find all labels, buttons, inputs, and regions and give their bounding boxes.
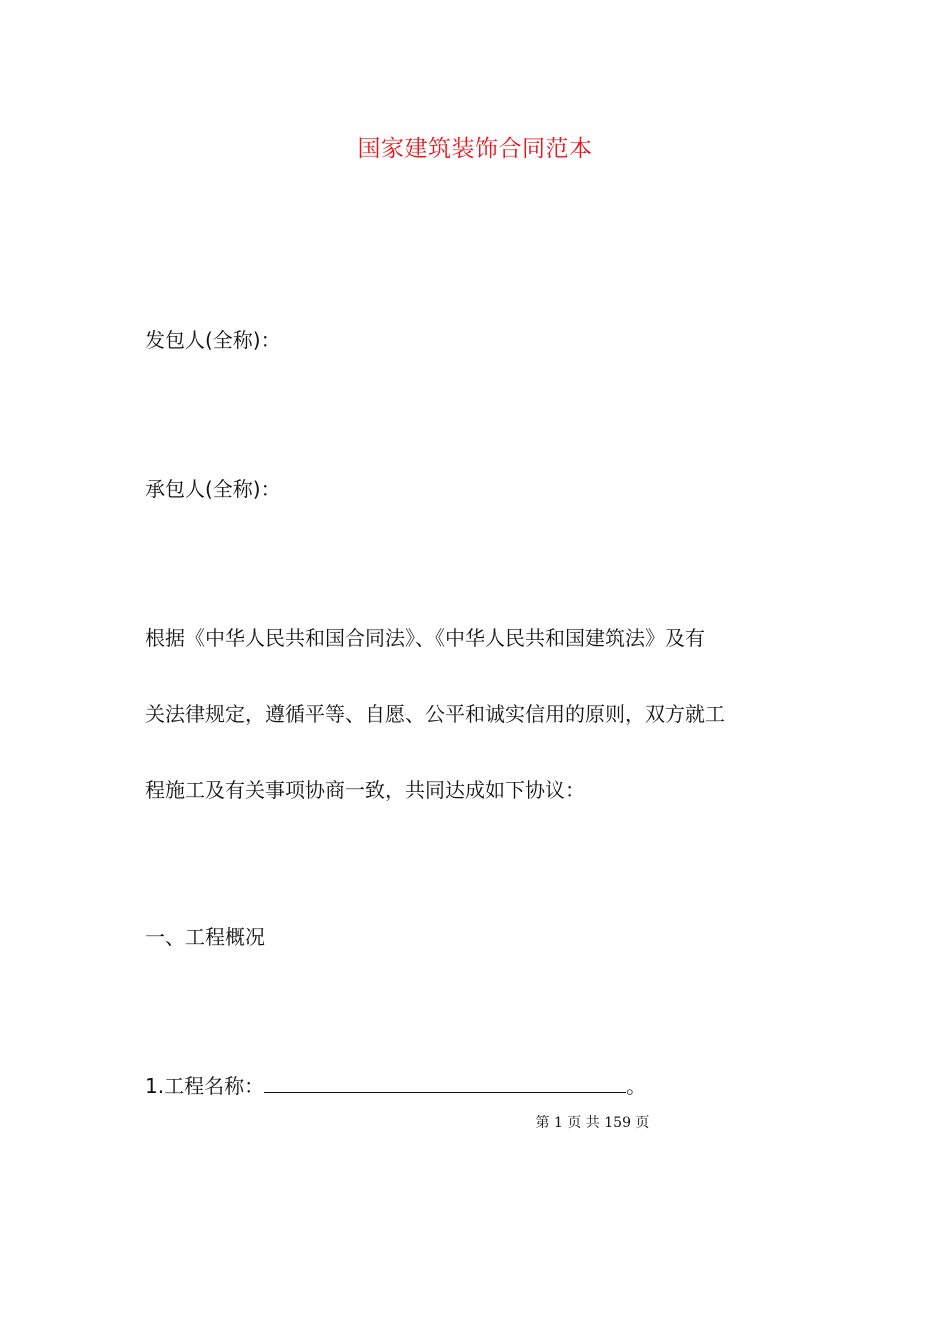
- preamble-paragraph: [145, 622, 810, 850]
- preamble-line: 根据《中华人民共和国合同法》、《中华人民共和国建筑法》及有: [145, 626, 705, 650]
- project-name-row: [145, 1070, 646, 1102]
- document-title: 国家建筑装饰合同范本: [357, 136, 593, 162]
- project-name-suffix: 。: [626, 1074, 647, 1098]
- preamble-line: 关法律规定，遵循平等、自愿、公平和诚实信用的原则，双方就工: [145, 702, 725, 726]
- project-name-blank: [264, 1070, 626, 1093]
- page-footer: 第 1 页 共 159 页: [535, 1115, 650, 1131]
- preamble-line: 程施工及有关事项协商一致，共同达成如下协议：: [145, 778, 585, 802]
- project-name-label: 1.工程名称：: [145, 1074, 265, 1098]
- contractor-label: 承包人(全称)：: [145, 477, 281, 501]
- employer-label: 发包人(全称)：: [145, 328, 281, 352]
- section-heading-project-overview: 一、工程概况: [145, 925, 265, 949]
